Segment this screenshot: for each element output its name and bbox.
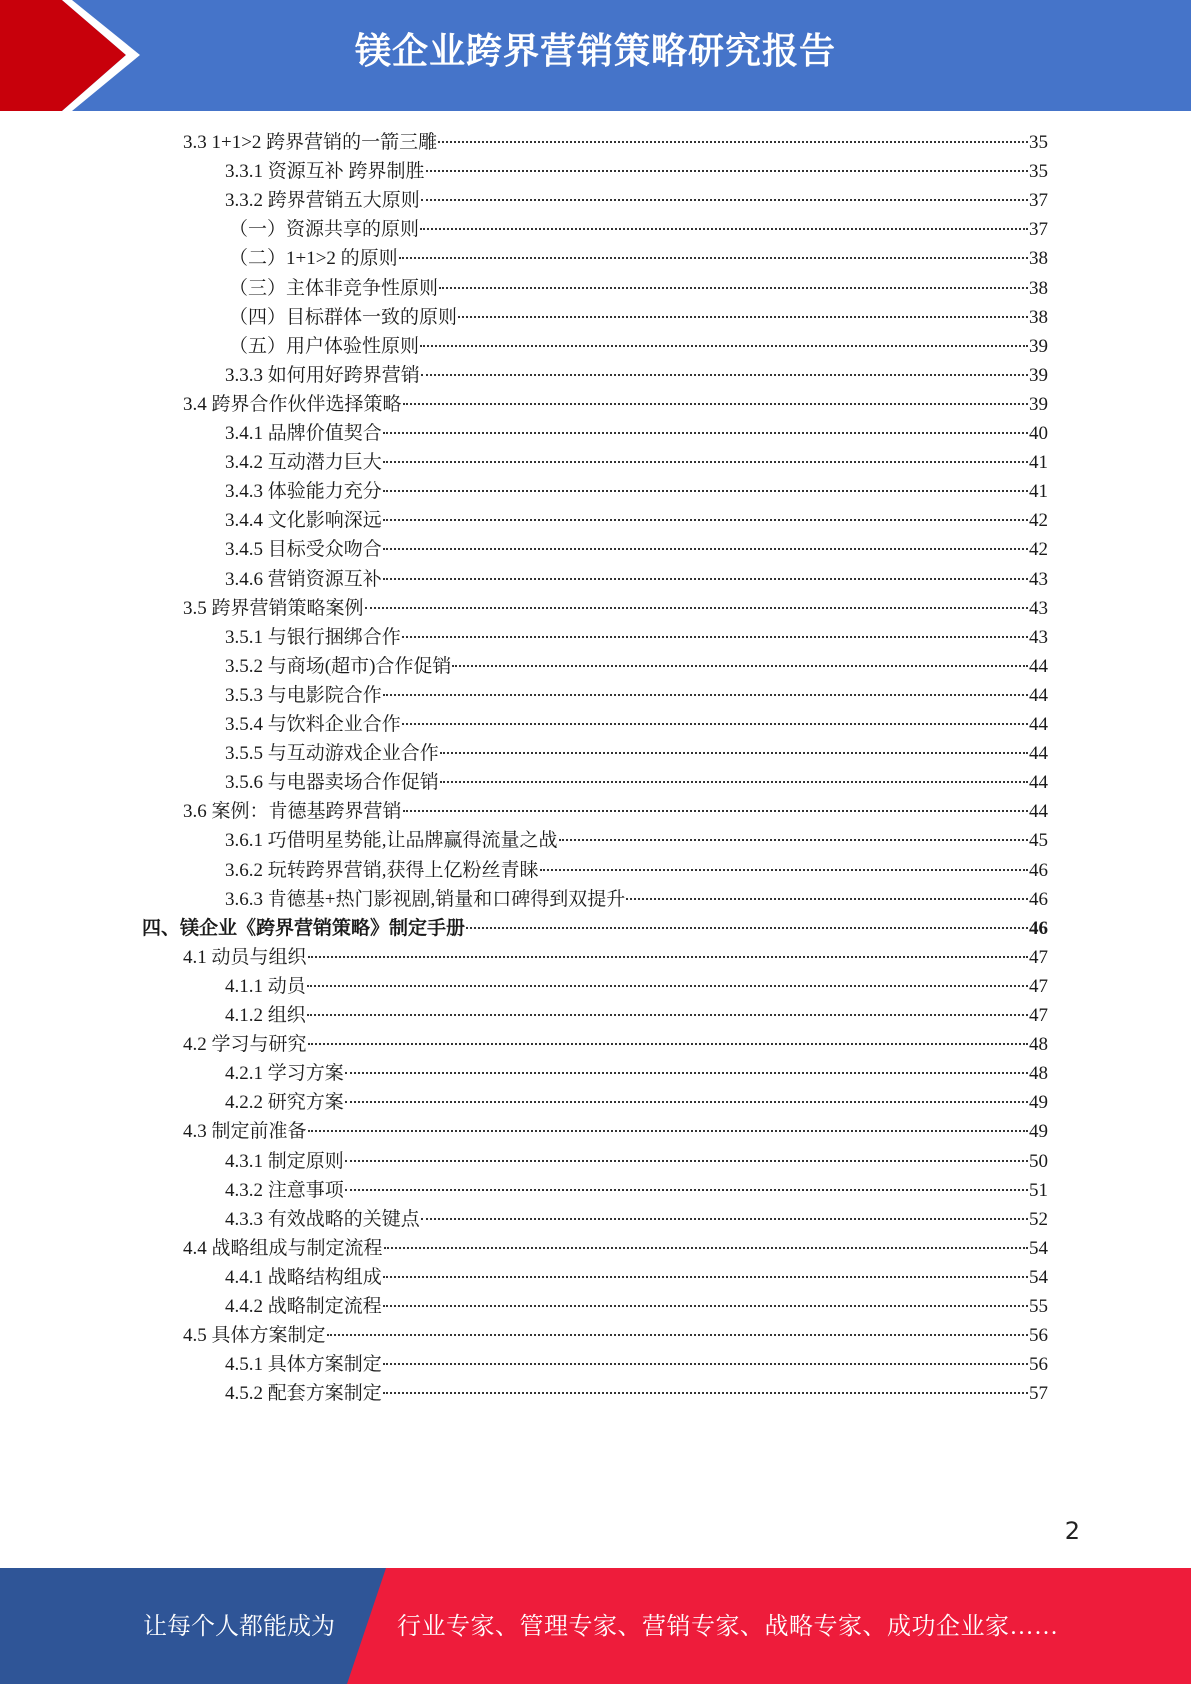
toc-entry[interactable]: [225, 477, 1048, 507]
toc-entry[interactable]: [225, 361, 1048, 391]
toc-entry-title: 3.5.1 与银行捆绑合作: [225, 626, 401, 648]
toc-entry[interactable]: [225, 448, 1048, 478]
toc-dot-leader: [626, 898, 1028, 900]
toc-entry[interactable]: [142, 914, 1048, 944]
toc-entry-page: 44: [1029, 684, 1048, 706]
toc-dot-leader: [383, 694, 1028, 696]
toc-entry[interactable]: [225, 1059, 1048, 1089]
toc-entry-title: 3.5.5 与互动游戏企业合作: [225, 743, 439, 765]
toc-entry[interactable]: [183, 1030, 1048, 1060]
toc-dot-leader: [383, 1392, 1028, 1394]
toc-dot-leader: [383, 578, 1028, 580]
toc-entry[interactable]: [225, 623, 1048, 653]
toc-entry-page: 41: [1029, 452, 1048, 474]
toc-entry-page: 52: [1029, 1208, 1048, 1230]
toc-entry[interactable]: [229, 274, 1048, 304]
toc-entry[interactable]: [225, 826, 1048, 856]
toc-entry-title: 4.3.3 有效战略的关键点: [225, 1208, 420, 1230]
toc-entry-page: 47: [1029, 946, 1048, 968]
toc-entry-page: 41: [1029, 481, 1048, 503]
toc-entry-title: 3.5.2 与商场(超市)合作促销: [225, 655, 452, 677]
toc-entry-title: 4.3.1 制定原则: [225, 1150, 344, 1172]
toc-entry[interactable]: [225, 652, 1048, 682]
toc-entry[interactable]: [183, 797, 1048, 827]
toc-entry-page: 43: [1029, 626, 1048, 648]
toc-dot-leader: [438, 141, 1028, 143]
toc-entry-page: 40: [1029, 423, 1048, 444]
toc-entry[interactable]: [225, 1001, 1048, 1031]
toc-entry[interactable]: [225, 506, 1048, 536]
toc-entry[interactable]: [225, 972, 1048, 1002]
toc-entry-page: 39: [1029, 335, 1048, 357]
toc-entry-title: 四、镁企业《跨界营销策略》制定手册: [142, 917, 466, 939]
toc-entry-page: 35: [1029, 161, 1048, 183]
toc-entry-title: 3.3.2 跨界营销五大原则: [225, 190, 420, 212]
toc-entry-page: 37: [1029, 219, 1048, 241]
toc-dot-leader: [383, 1305, 1028, 1307]
toc-entry-page: 44: [1029, 714, 1048, 735]
toc-dot-leader: [420, 228, 1028, 230]
toc-dot-leader: [308, 956, 1028, 958]
toc-entry-page: 38: [1029, 277, 1048, 299]
toc-entry-title: 4.5.1 具体方案制定: [225, 1354, 382, 1376]
toc-entry-page: 37: [1029, 190, 1048, 212]
toc-entry-page: 38: [1029, 306, 1048, 328]
toc-entry[interactable]: [225, 1263, 1048, 1293]
toc-entry-title: 3.5.6 与电器卖场合作促销: [225, 772, 439, 794]
toc-entry-page: 54: [1029, 1237, 1048, 1259]
toc-entry-page: 35: [1029, 132, 1048, 153]
toc-entry-page: 46: [1029, 859, 1048, 881]
toc-dot-leader: [440, 752, 1028, 754]
toc-entry-title: （一）资源共享的原则: [229, 219, 420, 241]
toc-entry[interactable]: [183, 1234, 1048, 1264]
toc-entry[interactable]: [183, 943, 1048, 973]
toc-dot-leader: [421, 1218, 1028, 1220]
toc-entry-title: （四）目标群体一致的原则: [229, 306, 458, 328]
toc-entry-title: 3.5.3 与电影院合作: [225, 684, 382, 706]
toc-entry[interactable]: [225, 565, 1048, 595]
toc-entry-title: 4.2 学习与研究: [183, 1034, 307, 1056]
toc-entry[interactable]: [225, 1379, 1048, 1409]
toc-entry[interactable]: [183, 128, 1048, 158]
toc-dot-leader: [421, 374, 1028, 376]
toc-entry-title: （五）用户体验性原则: [229, 335, 420, 357]
toc-entry[interactable]: [225, 186, 1048, 216]
toc-dot-leader: [365, 607, 1028, 609]
toc-entry-title: 3.3.1 资源互补 跨界制胜: [225, 161, 425, 183]
toc-entry[interactable]: [183, 1117, 1048, 1147]
toc-entry-title: （二）1+1>2 的原则: [229, 248, 398, 270]
toc-entry-page: 38: [1029, 248, 1048, 270]
toc-entry-title: 4.1 动员与组织: [183, 946, 307, 968]
toc-entry-title: 3.6.1 巧借明星势能,让品牌赢得流量之战: [225, 830, 558, 852]
toc-entry-page: 48: [1029, 1063, 1048, 1085]
toc-dot-leader: [439, 287, 1028, 289]
toc-dot-leader: [402, 636, 1028, 638]
toc-entry-title: 3.6.3 肯德基+热门影视剧,销量和口碑得到双提升: [225, 888, 626, 910]
toc-entry-title: 4.2.2 研究方案: [225, 1092, 344, 1114]
footer-slogan-left: 让每个人都能成为: [143, 1614, 335, 1640]
toc-entry-page: 46: [1029, 888, 1048, 910]
toc-entry-title: 4.4.2 战略制定流程: [225, 1296, 382, 1317]
toc-dot-leader: [307, 985, 1028, 987]
toc-entry-title: 4.1.1 动员: [225, 975, 306, 997]
toc-dot-leader: [440, 781, 1028, 783]
page-header: [0, 0, 1191, 111]
toc-entry-title: 4.4 战略组成与制定流程: [183, 1237, 383, 1259]
toc-entry-page: 55: [1029, 1296, 1048, 1317]
toc-dot-leader: [452, 665, 1028, 667]
toc-dot-leader: [383, 519, 1028, 521]
toc-entry[interactable]: [183, 594, 1048, 624]
toc-entry-page: 49: [1029, 1092, 1048, 1114]
page-footer: [0, 1568, 1191, 1684]
toc-entry-page: 50: [1029, 1150, 1048, 1172]
toc-dot-leader: [399, 257, 1028, 259]
toc-entry-page: 47: [1029, 975, 1048, 997]
toc-entry-page: 43: [1029, 597, 1048, 619]
toc-entry-title: 4.2.1 学习方案: [225, 1063, 344, 1085]
toc-entry[interactable]: [229, 332, 1048, 362]
toc-entry-title: 3.4.1 品牌价值契合: [225, 423, 382, 444]
toc-dot-leader: [383, 490, 1028, 492]
toc-entry-page: 48: [1029, 1034, 1048, 1056]
toc-entry-title: 3.4.3 体验能力充分: [225, 481, 382, 503]
toc-dot-leader: [426, 170, 1028, 172]
toc-entry-title: 3.6 案例：肯德基跨界营销: [183, 801, 402, 823]
toc-entry-page: 56: [1029, 1325, 1048, 1347]
toc-dot-leader: [402, 723, 1028, 725]
toc-dot-leader: [383, 1276, 1028, 1278]
toc-entry-title: （三）主体非竞争性原则: [229, 277, 439, 299]
page-number: 2: [1064, 1517, 1080, 1545]
toc-entry[interactable]: [225, 681, 1048, 711]
toc-dot-leader: [466, 927, 1028, 929]
toc-entry[interactable]: [225, 1205, 1048, 1235]
toc-entry-page: 56: [1029, 1354, 1048, 1376]
toc-entry[interactable]: [225, 157, 1048, 187]
toc-entry-page: 44: [1029, 655, 1048, 677]
toc-entry-title: 3.5.4 与饮料企业合作: [225, 714, 401, 735]
toc-entry-title: 3.4.2 互动潜力巨大: [225, 452, 382, 474]
toc-dot-leader: [327, 1334, 1028, 1336]
toc-entry-page: 46: [1029, 917, 1048, 939]
toc-entry-page: 39: [1029, 393, 1048, 415]
toc-entry[interactable]: [229, 244, 1048, 274]
toc-dot-leader: [307, 1014, 1028, 1016]
toc-entry-page: 42: [1029, 510, 1048, 532]
toc-entry-page: 39: [1029, 364, 1048, 386]
toc-entry[interactable]: [225, 1147, 1048, 1177]
toc-entry-page: 45: [1029, 830, 1048, 852]
toc-entry[interactable]: [225, 856, 1048, 886]
toc-dot-leader: [421, 199, 1028, 201]
toc-entry-title: 4.3.2 注意事项: [225, 1179, 344, 1201]
toc-dot-leader: [383, 432, 1028, 434]
toc-entry-title: 3.4.6 营销资源互补: [225, 568, 382, 590]
toc-entry[interactable]: [225, 1176, 1048, 1206]
toc-entry-page: 54: [1029, 1266, 1048, 1288]
toc-dot-leader: [308, 1043, 1028, 1045]
toc-entry-title: 3.4 跨界合作伙伴选择策略: [183, 393, 402, 415]
toc-entry-title: 3.6.2 玩转跨界营销,获得上亿粉丝青睐: [225, 859, 539, 881]
toc-dot-leader: [540, 869, 1028, 871]
toc-dot-leader: [383, 461, 1028, 463]
toc-entry-page: 57: [1029, 1383, 1048, 1405]
toc-entry[interactable]: [225, 739, 1048, 769]
toc-dot-leader: [458, 316, 1028, 318]
toc-entry[interactable]: [225, 1350, 1048, 1380]
toc-entry[interactable]: [225, 1292, 1048, 1322]
toc-entry[interactable]: [183, 1321, 1048, 1351]
toc-entry[interactable]: [229, 215, 1048, 245]
toc-entry-title: 4.1.2 组织: [225, 1005, 306, 1026]
toc-entry[interactable]: [183, 390, 1048, 420]
toc-entry[interactable]: [225, 419, 1048, 449]
toc-entry[interactable]: [225, 1088, 1048, 1118]
toc-entry[interactable]: [225, 710, 1048, 740]
toc-entry-title: 4.4.1 战略结构组成: [225, 1266, 382, 1288]
toc-dot-leader: [403, 810, 1028, 812]
toc-dot-leader: [308, 1130, 1028, 1132]
report-title: 镁企业跨界营销策略研究报告: [354, 31, 836, 72]
toc-entry-page: 51: [1029, 1179, 1048, 1201]
toc-entry-page: 47: [1029, 1005, 1048, 1026]
toc-dot-leader: [345, 1072, 1028, 1074]
toc-dot-leader: [559, 839, 1028, 841]
toc-dot-leader: [345, 1160, 1028, 1162]
toc-dot-leader: [384, 1247, 1028, 1249]
toc-dot-leader: [383, 1363, 1028, 1365]
toc-entry-title: 4.3 制定前准备: [183, 1121, 307, 1143]
toc-entry-page: 43: [1029, 568, 1048, 590]
toc-entry[interactable]: [225, 885, 1048, 915]
toc-dot-leader: [420, 345, 1028, 347]
toc-entry-title: 3.4.4 文化影响深远: [225, 510, 382, 532]
toc-dot-leader: [345, 1101, 1028, 1103]
toc-entry[interactable]: [225, 768, 1048, 798]
toc-entry[interactable]: [229, 303, 1048, 333]
toc-entry[interactable]: [225, 535, 1048, 565]
toc-entry-title: 3.3 1+1>2 跨界营销的一箭三雕: [183, 132, 438, 153]
toc-entry-title: 4.5.2 配套方案制定: [225, 1383, 382, 1405]
toc-dot-leader: [403, 403, 1028, 405]
toc-entry-title: 4.5 具体方案制定: [183, 1325, 326, 1347]
toc-entry-page: 44: [1029, 743, 1048, 765]
toc-dot-leader: [383, 548, 1028, 550]
toc-entry-page: 49: [1029, 1121, 1048, 1143]
toc-entry-page: 42: [1029, 539, 1048, 561]
toc-entry-page: 44: [1029, 801, 1048, 823]
toc-entry-title: 3.3.3 如何用好跨界营销: [225, 364, 420, 386]
footer-slogan-right: 行业专家、管理专家、营销专家、战略专家、成功企业家……: [397, 1614, 1059, 1640]
toc-entry-title: 3.5 跨界营销策略案例: [183, 597, 364, 619]
toc-dot-leader: [345, 1189, 1028, 1191]
toc-entry-title: 3.4.5 目标受众吻合: [225, 539, 382, 561]
toc-entry-page: 44: [1029, 772, 1048, 794]
